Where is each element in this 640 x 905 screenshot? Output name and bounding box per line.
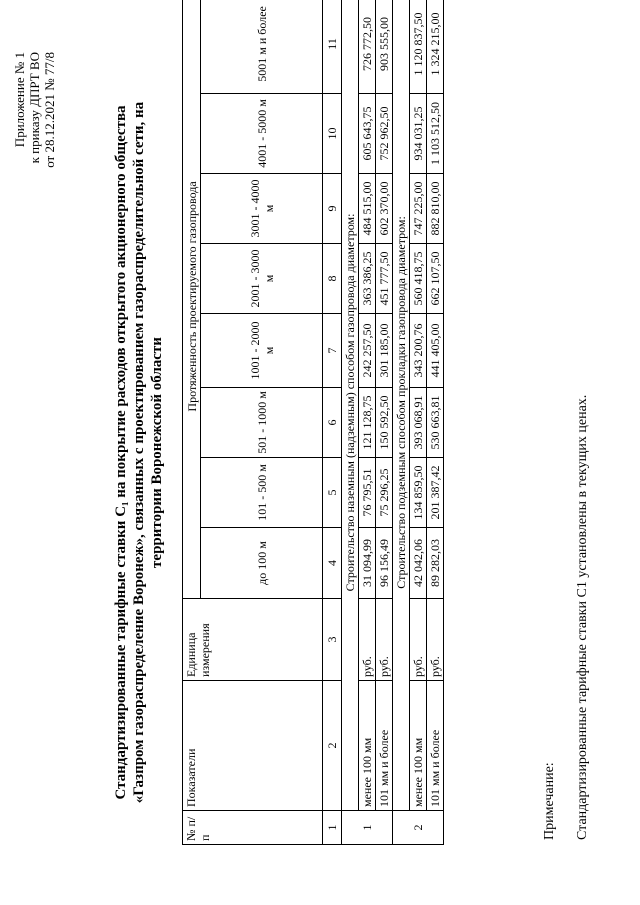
section-caption-row — [342, 0, 359, 845]
rate-value: 560 418,75 — [410, 244, 427, 314]
table-row — [359, 0, 376, 845]
row-unit: руб. — [376, 599, 393, 681]
column-number: 8 — [323, 244, 342, 314]
rate-value: 76 795,51 — [359, 458, 376, 528]
column-number: 11 — [323, 0, 342, 94]
rate-value: 530 663,81 — [427, 388, 444, 458]
rate-value: 363 386,25 — [359, 244, 376, 314]
table-row — [427, 0, 444, 845]
rate-value: 747 225,00 — [410, 174, 427, 244]
rate-value: 134 859,50 — [410, 458, 427, 528]
rate-value: 605 643,75 — [359, 94, 376, 174]
row-unit: руб. — [427, 599, 444, 681]
rate-value: 343 200,76 — [410, 314, 427, 388]
rate-value: 662 107,50 — [427, 244, 444, 314]
column-number: 10 — [323, 94, 342, 174]
row-indicator: 101 мм и более — [427, 681, 444, 811]
section-caption-row — [393, 0, 410, 845]
rate-value: 602 370,00 — [376, 174, 393, 244]
rate-value: 121 128,75 — [359, 388, 376, 458]
rate-value: 150 592,50 — [376, 388, 393, 458]
title-line-3: территории Воронежской области — [149, 337, 165, 568]
column-number: 4 — [323, 528, 342, 599]
header-num: № п/п — [183, 811, 323, 845]
row-unit: руб. — [410, 599, 427, 681]
header-range-8: 5001 м и более — [201, 0, 323, 94]
column-number: 6 — [323, 388, 342, 458]
rate-value: 882 810,00 — [427, 174, 444, 244]
document-title — [112, 30, 166, 875]
column-number: 2 — [323, 681, 342, 811]
column-number: 5 — [323, 458, 342, 528]
rate-value: 441 405,00 — [427, 314, 444, 388]
column-number: 9 — [323, 174, 342, 244]
rate-value: 934 031,25 — [410, 94, 427, 174]
rate-value: 903 555,00 — [376, 0, 393, 94]
table-row — [410, 0, 427, 845]
header-range-5: 2001 - 3000 м — [201, 244, 323, 314]
title-line-1: Стандартизированные тарифные ставки С₁ на покрытие расходов открытого акционерного общества — [113, 105, 129, 800]
section-number: 1 — [342, 811, 393, 845]
row-indicator: 101 мм и более — [376, 681, 393, 811]
note-heading: Примечание: — [542, 762, 557, 840]
rate-value: 1 120 837,50 — [410, 0, 427, 94]
appendix-line-2: к приказу ДПРТ ВО — [27, 52, 42, 164]
title-line-2: «Газпром газораспределение Воронеж», связанных с проектированием газораспределительной сети, на — [131, 101, 147, 804]
rate-value: 726 772,50 — [359, 0, 376, 94]
header-range-1: до 100 м — [201, 528, 323, 599]
column-number: 7 — [323, 314, 342, 388]
header-range-4: 1001 - 2000 м — [201, 314, 323, 388]
section-caption: Строительство подземным способом прокладки газопровода диаметром: — [393, 0, 410, 811]
column-number: 3 — [323, 599, 342, 681]
column-number: 1 — [323, 811, 342, 845]
table-row — [376, 0, 393, 845]
rate-value: 451 777,50 — [376, 244, 393, 314]
table-body — [342, 0, 444, 845]
section-caption: Строительство наземным (надземным) способом газопровода диаметром: — [342, 0, 359, 811]
row-indicator: менее 100 мм — [359, 681, 376, 811]
header-unit: Единица измерения — [183, 599, 323, 681]
header-range-3: 501 - 1000 м — [201, 388, 323, 458]
header-range-6: 3001 - 4000 м — [201, 174, 323, 244]
appendix-line-1: Приложение № 1 — [12, 52, 27, 148]
rate-value: 301 185,00 — [376, 314, 393, 388]
rate-value: 393 068,91 — [410, 388, 427, 458]
rate-value: 96 156,49 — [376, 528, 393, 599]
header-range-7: 4001 - 5000 м — [201, 94, 323, 174]
rate-value: 484 515,00 — [359, 174, 376, 244]
rate-value: 75 296,25 — [376, 458, 393, 528]
rate-value: 89 282,03 — [427, 528, 444, 599]
tariff-table — [182, 0, 444, 845]
column-numbers-row — [323, 0, 342, 845]
rate-value: 1 324 215,00 — [427, 0, 444, 94]
header-indicator: Показатели — [183, 681, 323, 811]
appendix-reference — [12, 52, 57, 168]
rate-value: 1 103 512,50 — [427, 94, 444, 174]
appendix-line-3: от 28.12.2021 № 77/8 — [42, 52, 57, 168]
rate-value: 31 094,99 — [359, 528, 376, 599]
note-text: Стандартизированные тарифные ставки С1 установлены в текущих ценах. — [575, 394, 590, 840]
rate-value: 201 387,42 — [427, 458, 444, 528]
rate-value: 42 042,06 — [410, 528, 427, 599]
header-range-2: 101 - 500 м — [201, 458, 323, 528]
row-indicator: менее 100 мм — [410, 681, 427, 811]
section-number: 2 — [393, 811, 444, 845]
header-length: Протяженность проектируемого газопровода — [183, 0, 201, 599]
rate-value: 752 962,50 — [376, 94, 393, 174]
rate-value: 242 257,50 — [359, 314, 376, 388]
row-unit: руб. — [359, 599, 376, 681]
